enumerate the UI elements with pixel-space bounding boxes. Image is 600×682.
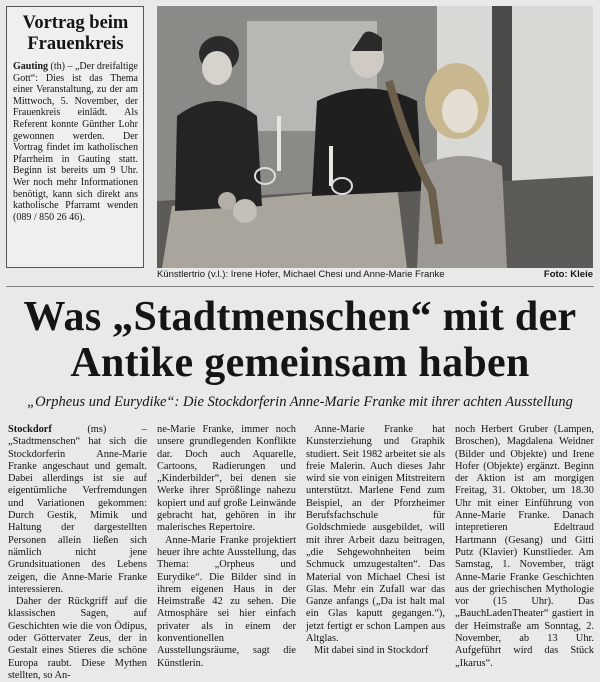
sidebar-body [13,61,138,223]
photo-caption: Künstlertrio (v.l.): Irene Hofer, Michael Chesi und Anne-Marie Franke [157,269,445,280]
column-1-paragraph-1 [8,424,147,596]
column-3-paragraph-1: Anne-Marie Franke hat Kunsterziehung und Graphik studiert. Seit 1982 arbeitet sie als freie Malerin. Auch dieses Jahr wird sie von einigen Mitstreitern unterstützt. Marlene Fend zum Beispiel, an der Pforzheimer Berufsfachschule für Goldschmiede ausgebildet, will mit ihrer Arbeit dazu beitragen, „die Sehgewohnheiten beim Schmuck umzugestalten“. Das Material von Michael Chesi ist Glas. Mehr ein Zufall war das Ganze anfangs („Da ist halt mal ein Glas kaputt gegangen.“), jetzt fertigt er schon Lampen aus Altglas. [306,424,445,645]
sidebar-lead: Gauting [13,61,49,72]
column-1-paragraph-2: Daher der Rückgriff auf die klassischen Sagen, auf Geschichten wie die von Ödipus, oder Göttervater Zeus, der in Gestalt eines Stieres die schöne Europa raubt. Diese Mythen stellten, so An- [8,596,147,681]
dateline: Stockdorf [8,424,52,435]
sidebar-title: Vortrag beim Frauenkreis [22,13,129,54]
column-4-paragraph-1: noch Herbert Gruber (Lampen, Broschen), Magdalena Weidner (Bilder und Objekte) und Irene Hofer (Objekte) ergänzt. Beginn der Aktion ist am morgigen Freitag, 31. Oktober, um 18.30 Uhr mit einer Einführung von Anne-Marie Franke. Danach intepretieren Edeltraud Hartmann (Gesang) und Gitti Putz (Klavier) Kunstlieder. Am Samstag, 1. November, trägt Anne-Marie Franke Geschichten aus der griechischen Mythologie vor (15 Uhr). Das „BauchLadenTheater“ gastiert in der Heimstraße am Sonntag, 2. November, ab 13 Uhr. Aufgeführt wird das Stück „Ikarus“. [455,424,594,669]
article-column-2 [157,424,296,669]
photo-credit: Foto: Kleie [543,269,593,280]
article-column-4 [455,424,594,669]
column-2-paragraph-2: Anne-Marie Franke projektiert heuer ihre achte Ausstellung, das Thema: „Orpheus und Eurydike“. Die Bilder sind in ihrem eigenen Haus in der Heimstraße 42 zu sehen. Die Atmosphäre sei hier einfach privater als in einem der konventionellen Ausstellungsräume, sagt die Künstlerin. [157,534,296,669]
article-body [8,424,594,681]
sidebar-notice-box [6,6,144,268]
column-3-paragraph-2: Mit dabei sind in Stockdorf [314,645,429,657]
article-column-1 [8,424,147,681]
sidebar-text: (th) – „Der dreifaltige Gott“: Dies ist das Thema einer Veranstaltung, zu der am Mittwoch, 5. November, der Frauenkreis einlädt. Als Referent konnte Günther Lohr gewonnen werden. Der Vortrag findet im katholischen Pfarrheim in Gauting statt. Beginn ist bereits um 9 Uhr. Wer noch mehr Informationen benötigt, kann sich direkt ans katholische Pfarramt wenden (089 / 850 26 46). [13,61,138,223]
divider [6,286,594,287]
article-subheadline: „Orpheus und Eurydike“: Die Stockdorferin Anne-Marie Franke mit ihrer achten Ausstellung [27,394,573,410]
photo-caption-row [157,269,593,281]
article-photo [157,6,593,268]
photo-illustration [157,6,593,268]
column-2-paragraph-1: ne-Marie Franke, immer noch unsere grundlegenden Konflikte dar. Doch auch Aquarelle, Cartoons, Radierungen und „Kinderbilder“, bei denen sie Werke ihrer Sprößlinge nahezu kopiert und auf große Leinwände gebracht hat, gehören in ihr malerisches Repertoire. [157,424,296,534]
column-1-text-1: (ms) – „Stadtmenschen“ hat sich die Stockdorferin Anne-Marie Franke angeschaut und gemalt. Dabei allerdings ist sie auf eigentümliche Verfremdungen und Variationen gekommen: Durch Gestik, Mimik und Haltung der dargestellten Personen allein ließen sich nämlich nicht jene Grundsituationen des Lebens zeigen, die Anne-Marie Franke interessieren. [8,424,147,595]
article-headline: Was „Stadtmenschen“ mit der Antike gemeinsam haben [23,294,577,386]
article-column-3 [306,424,445,658]
